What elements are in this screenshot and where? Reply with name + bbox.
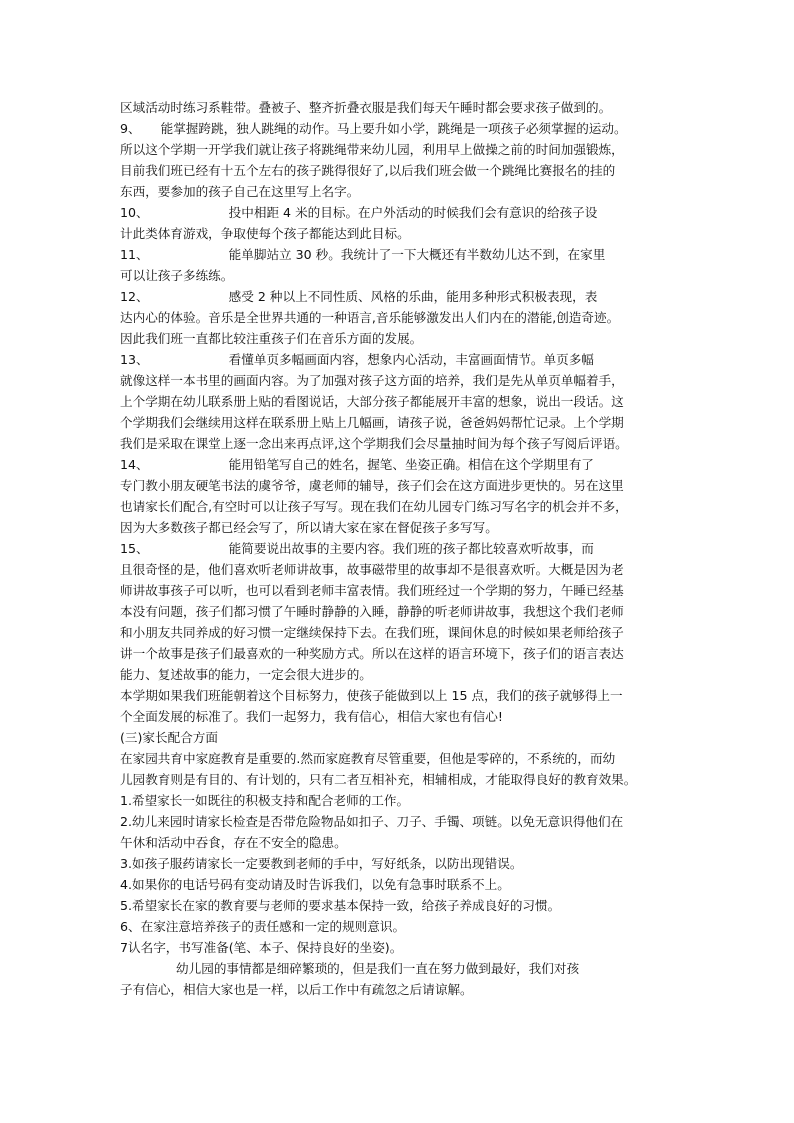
text-line: 上个学期在幼儿联系册上贴的看图说话，大部分孩子都能展开丰富的想象，说出一段话。这 (120, 394, 624, 409)
list-item-9: 9、 能掌握跨跳，独人跳绳的动作。马上要升如小学，跳绳是一项孩子必须掌握的运动。 (120, 121, 627, 136)
text-line: 可以让孩子多练练。 (120, 268, 234, 283)
text-line: 师讲故事孩子可以听，也可以看到老师丰富表情。我们班经过一个学期的努力，午睡已经基 (120, 583, 624, 598)
list-item-14: 14、 能用铅笔写自己的姓名，握笔、坐姿正确。相信在这个学期里有了 (120, 457, 594, 472)
list-item: 2.幼儿来园时请家长检查是否带危险物品如扣子、刀子、手镯、项链。以免无意识得他们在 (120, 814, 624, 829)
text-line: 计此类体育游戏，争取使每个孩子都能达到此目标。 (120, 226, 410, 241)
text-line: 本学期如果我们班能朝着这个目标努力，使孩子能做到以上 15 点，我们的孩子就够得上一 (120, 688, 623, 703)
list-item-13: 13、 看懂单页多幅画面内容，想象内心活动，丰富画面情节。单页多幅 (120, 352, 594, 367)
list-item-11: 11、 能单脚站立 30 秒。我统计了一下大概还有半数幼儿达不到，在家里 (120, 247, 606, 262)
list-item: 1.希望家长一如既往的积极支持和配合老师的工作。 (120, 793, 410, 808)
text-line: 子有信心，相信大家也是一样，以后工作中有疏忽之后请谅解。 (120, 982, 473, 997)
text-line: 专门教小朋友硬笔书法的虞爷爷，虞老师的辅导，孩子们会在这方面进步更快的。另在这里 (120, 478, 624, 493)
list-item-10: 10、 投中相距 4 米的目标。在户外活动的时候我们会有意识的给孩子设 (120, 205, 598, 220)
text-line: 且很奇怪的是，他们喜欢听老师讲故事，故事磁带里的故事却不是很喜欢听。大概是因为老 (120, 562, 624, 577)
text-line: 我们是采取在课堂上逐一念出来再点评,这个学期我们会尽量抽时间为每个孩子写阅后评语。 (120, 436, 628, 451)
text-line: 和小朋友共同养成的好习惯一定继续保持下去。在我们班，课间休息的时候如果老师给孩子 (120, 625, 624, 640)
text-line: 午休和活动中吞食，存在不安全的隐患。 (120, 835, 347, 850)
text-line: 个学期我们会继续用这样在联系册上贴上几幅画，请孩子说，爸爸妈妈帮忙记录。上个学期 (120, 415, 624, 430)
list-item: 7认名字，书写准备(笔、本子、保持良好的坐姿)。 (120, 940, 403, 955)
text-line: 能力、复述故事的能力，一定会很大进步的。 (120, 667, 372, 682)
text-line: 儿园教育则是有目的、有计划的，只有二者互相补充，相辅相成，才能取得良好的教育效果。 (120, 772, 637, 787)
text-line: 在家园共育中家庭教育是重要的.然而家庭教育尽管重要，但他是零碎的，不系统的，而幼 (120, 751, 616, 766)
list-item: 3.如孩子服药请家长一定要教到老师的手中，写好纸条，以防出现错误。 (120, 856, 523, 871)
text-line: 区域活动时练习系鞋带。叠被子、整齐折叠衣服是我们每天午睡时都会要求孩子做到的。 (120, 100, 612, 115)
list-item-15: 15、 能简要说出故事的主要内容。我们班的孩子都比较喜欢听故事，而 (120, 541, 594, 556)
list-item-12: 12、 感受 2 种以上不同性质、风格的乐曲，能用多种形式积极表现，表 (120, 289, 598, 304)
text-line: 个全面发展的标准了。我们一起努力，我有信心，相信大家也有信心! (120, 709, 503, 724)
text-line: 就像这样一本书里的画面内容。为了加强对孩子这方面的培养，我们是先从单页单幅着手， (120, 373, 624, 388)
text-line: 因为大多数孩子都已经会写了，所以请大家在家在督促孩子多写写。 (120, 520, 498, 535)
list-item: 5.希望家长在家的教育要与老师的要求基本保持一致，给孩子养成良好的习惯。 (120, 898, 561, 913)
text-line: 讲一个故事是孩子们最喜欢的一种奖励方式。所以在这样的语言环境下，孩子们的语言表达 (120, 646, 624, 661)
list-item: 6、在家注意培养孩子的责任感和一定的规则意识。 (120, 919, 406, 934)
text-line: 目前我们班已经有十五个左右的孩子跳得很好了,以后我们班会做一个跳绳比赛报名的挂的 (120, 163, 616, 178)
list-item: 4.如果你的电话号码有变动请及时告诉我们，以免有急事时联系不上。 (120, 877, 510, 892)
text-line: 东西，要参加的孩子自己在这里写上名字。 (120, 184, 360, 199)
text-line: 因此我们班一直都比较注重孩子们在音乐方面的发展。 (120, 331, 423, 346)
closing-paragraph: 幼儿园的事情都是细碎繁琐的，但是我们一直在努力做到最好，我们对孩 (120, 961, 580, 976)
document-body (120, 97, 680, 1000)
text-line: 本没有问题，孩子们都习惯了午睡时静静的入睡，静静的听老师讲故事，我想这个我们老师 (120, 604, 624, 619)
text-line: 也请家长们配合,有空时可以让孩子写写。现在我们在幼儿园专门练习写名字的机会并不多， (120, 499, 628, 514)
section-heading: (三)家长配合方面 (120, 730, 218, 745)
text-line: 达内心的体验。音乐是全世界共通的一种语言,音乐能够激发出人们内在的潜能,创造奇迹。 (120, 310, 620, 325)
text-line: 所以这个学期一开学我们就让孩子将跳绳带来幼儿园，利用早上做操之前的时间加强锻炼， (120, 142, 624, 157)
